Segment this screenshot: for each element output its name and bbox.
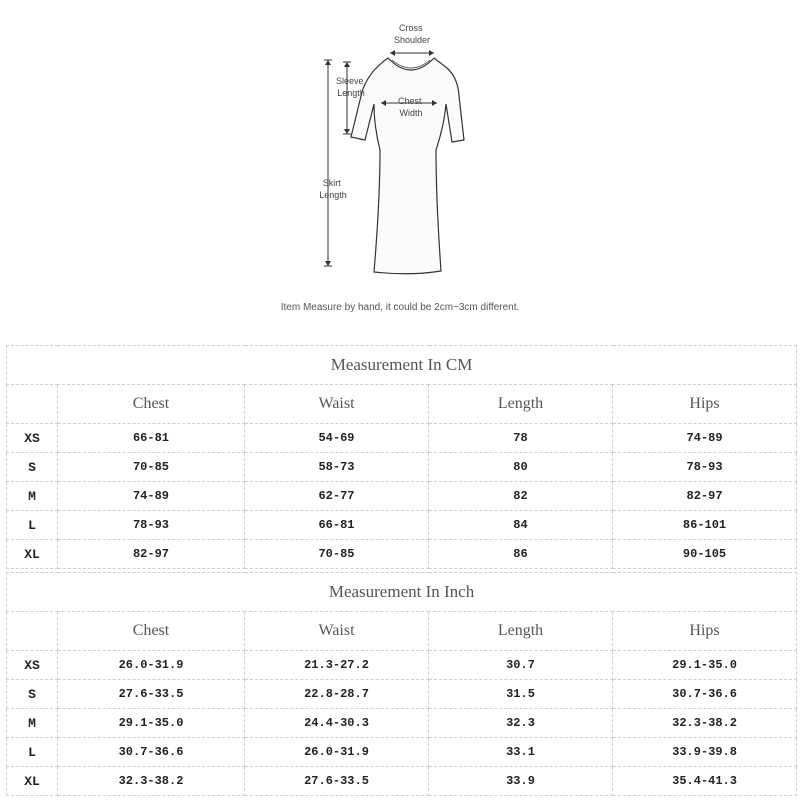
table-row: [7, 540, 797, 569]
table-cell: 78-93: [613, 453, 797, 482]
size-label: XS: [7, 651, 58, 680]
table-cell: 66-81: [58, 424, 245, 453]
table-header-row: [7, 612, 797, 651]
table-cell: 27.6-33.5: [58, 680, 245, 709]
column-header: Chest: [58, 612, 245, 651]
size-label: L: [7, 511, 58, 540]
table-cell: 90-105: [613, 540, 797, 569]
table-cell: 33.1: [429, 738, 613, 767]
table-cell: 82-97: [613, 482, 797, 511]
table-cell: 54-69: [245, 424, 429, 453]
table-cell: 24.4-30.3: [245, 709, 429, 738]
skirt-length-label: Skirt Length: [319, 178, 347, 200]
table-cell: 30.7-36.6: [58, 738, 245, 767]
table-cell: 35.4-41.3: [613, 767, 797, 796]
size-label: XL: [7, 540, 58, 569]
table-title: Measurement In Inch: [7, 573, 797, 612]
table-cell: 32.3: [429, 709, 613, 738]
table-row: [7, 651, 797, 680]
table-cell: 74-89: [613, 424, 797, 453]
table-cell: 33.9: [429, 767, 613, 796]
chest-width-label: Chest Width: [397, 96, 423, 118]
table-cell: 78: [429, 424, 613, 453]
table-cell: 30.7-36.6: [613, 680, 797, 709]
column-header: Hips: [613, 385, 797, 424]
size-label: M: [7, 482, 58, 511]
size-label: M: [7, 709, 58, 738]
table-cell: 70-85: [58, 453, 245, 482]
table-title: Measurement In CM: [7, 346, 797, 385]
table-cell: 27.6-33.5: [245, 767, 429, 796]
table-cell: 84: [429, 511, 613, 540]
table-cell: 80: [429, 453, 613, 482]
table-row: [7, 453, 797, 482]
size-table-inch: [6, 572, 797, 796]
table-row: [7, 738, 797, 767]
dress-illustration: [0, 0, 800, 330]
table-cell: 29.1-35.0: [613, 651, 797, 680]
table-cell: 32.3-38.2: [58, 767, 245, 796]
table-cell: 32.3-38.2: [613, 709, 797, 738]
size-label: S: [7, 453, 58, 482]
table-cell: 33.9-39.8: [613, 738, 797, 767]
dress-outline: [351, 58, 464, 274]
table-header-row: [7, 385, 797, 424]
table-cell: 58-73: [245, 453, 429, 482]
table-cell: 82-97: [58, 540, 245, 569]
table-cell: 30.7: [429, 651, 613, 680]
table-cell: 74-89: [58, 482, 245, 511]
size-label: S: [7, 680, 58, 709]
size-label: L: [7, 738, 58, 767]
table-cell: 26.0-31.9: [245, 738, 429, 767]
column-header: Hips: [613, 612, 797, 651]
cross-shoulder-label: Cross Shoulder: [393, 23, 431, 45]
sleeve-length-label: Sleeve Length: [335, 76, 365, 98]
table-cell: 70-85: [245, 540, 429, 569]
table-row: [7, 680, 797, 709]
table-cell: 22.8-28.7: [245, 680, 429, 709]
column-header: Waist: [245, 612, 429, 651]
table-row: [7, 482, 797, 511]
column-header: Length: [429, 385, 613, 424]
size-table-cm: [6, 345, 797, 569]
size-label: XL: [7, 767, 58, 796]
table-cell: 66-81: [245, 511, 429, 540]
table-cell: 86-101: [613, 511, 797, 540]
empty-header-cell: [7, 612, 58, 651]
column-header: Waist: [245, 385, 429, 424]
table-row: [7, 511, 797, 540]
table-cell: 29.1-35.0: [58, 709, 245, 738]
table-cell: 26.0-31.9: [58, 651, 245, 680]
table-cell: 62-77: [245, 482, 429, 511]
measurement-note: Item Measure by hand, it could be 2cm~3cm different.: [280, 302, 520, 313]
column-header: Chest: [58, 385, 245, 424]
table-row: [7, 709, 797, 738]
dress-measurement-diagram: [0, 0, 800, 330]
table-row: [7, 424, 797, 453]
table-row: [7, 767, 797, 796]
table-cell: 31.5: [429, 680, 613, 709]
table-cell: 21.3-27.2: [245, 651, 429, 680]
column-header: Length: [429, 612, 613, 651]
empty-header-cell: [7, 385, 58, 424]
table-cell: 86: [429, 540, 613, 569]
table-cell: 82: [429, 482, 613, 511]
table-cell: 78-93: [58, 511, 245, 540]
size-label: XS: [7, 424, 58, 453]
